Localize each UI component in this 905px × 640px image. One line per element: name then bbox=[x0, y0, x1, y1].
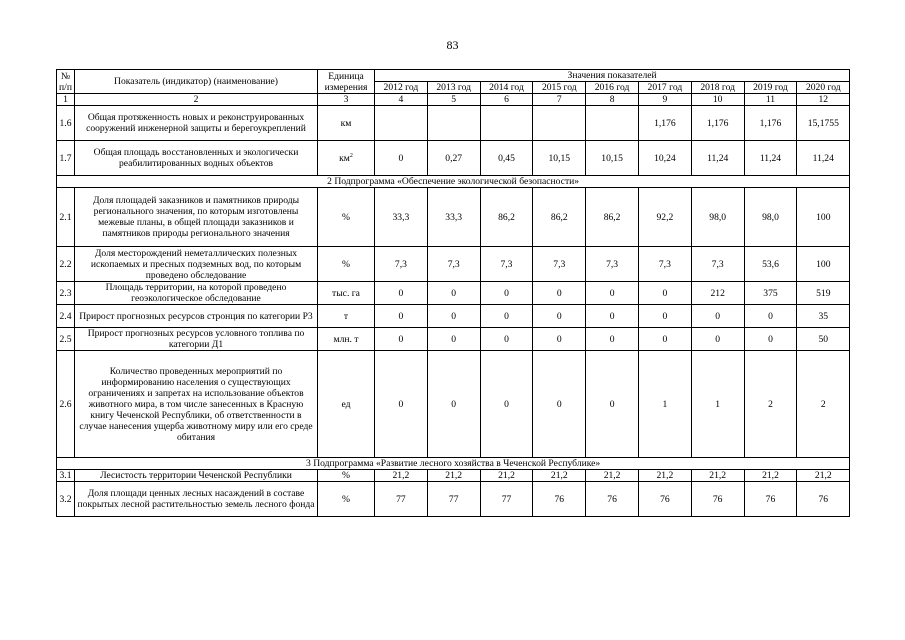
table-row bbox=[57, 247, 850, 282]
value-cell: 519 bbox=[797, 282, 850, 305]
value-cell: 0 bbox=[375, 305, 428, 328]
row-number: 3.1 bbox=[57, 470, 75, 482]
header-year: 2017 год bbox=[638, 82, 691, 94]
value-cell: 10,15 bbox=[533, 141, 586, 176]
value-cell: 98,0 bbox=[691, 188, 744, 247]
value-cell: 21,2 bbox=[638, 470, 691, 482]
value-cell: 21,2 bbox=[744, 470, 797, 482]
value-cell: 77 bbox=[427, 482, 480, 517]
header-year: 2015 год bbox=[533, 82, 586, 94]
header-year: 2020 год bbox=[797, 82, 850, 94]
value-cell: 0 bbox=[744, 305, 797, 328]
value-cell: 0 bbox=[480, 328, 533, 351]
value-cell bbox=[375, 106, 428, 141]
value-cell: 92,2 bbox=[638, 188, 691, 247]
value-cell: 7,3 bbox=[480, 247, 533, 282]
column-number: 1 bbox=[57, 94, 75, 106]
value-cell: 1 bbox=[638, 351, 691, 458]
unit-cell bbox=[318, 188, 375, 247]
value-cell: 0 bbox=[427, 351, 480, 458]
row-number: 2.4 bbox=[57, 305, 75, 328]
unit-cell bbox=[318, 106, 375, 141]
value-cell: 35 bbox=[797, 305, 850, 328]
column-number: 4 bbox=[375, 94, 428, 106]
unit-label: млн. т bbox=[333, 333, 359, 345]
value-cell: 0 bbox=[427, 305, 480, 328]
indicator-name: Лесистость территории Чеченской Республики bbox=[75, 470, 318, 482]
unit-cell bbox=[318, 351, 375, 458]
value-cell: 0 bbox=[586, 351, 639, 458]
value-cell: 76 bbox=[797, 482, 850, 517]
value-cell: 98,0 bbox=[744, 188, 797, 247]
column-number: 10 bbox=[691, 94, 744, 106]
table-row bbox=[57, 188, 850, 247]
header-year: 2014 год bbox=[480, 82, 533, 94]
unit-cell bbox=[318, 305, 375, 328]
unit-label: % bbox=[342, 470, 350, 481]
value-cell: 0,45 bbox=[480, 141, 533, 176]
value-cell: 0 bbox=[533, 282, 586, 305]
table-row bbox=[57, 305, 850, 328]
column-number: 5 bbox=[427, 94, 480, 106]
value-cell: 1,176 bbox=[691, 106, 744, 141]
row-number: 2.6 bbox=[57, 351, 75, 458]
unit-cell bbox=[318, 482, 375, 517]
value-cell: 0 bbox=[480, 351, 533, 458]
value-cell: 76 bbox=[691, 482, 744, 517]
unit-label: км bbox=[339, 152, 350, 164]
unit-cell bbox=[318, 470, 375, 482]
unit-cell bbox=[318, 247, 375, 282]
value-cell: 0 bbox=[533, 351, 586, 458]
row-number: 1.7 bbox=[57, 141, 75, 176]
header-year: 2019 год bbox=[744, 82, 797, 94]
value-cell: 212 bbox=[691, 282, 744, 305]
value-cell: 10,15 bbox=[586, 141, 639, 176]
value-cell: 0 bbox=[375, 141, 428, 176]
value-cell: 375 bbox=[744, 282, 797, 305]
value-cell: 77 bbox=[375, 482, 428, 517]
value-cell: 86,2 bbox=[480, 188, 533, 247]
value-cell: 0 bbox=[638, 305, 691, 328]
section-title: 2 Подпрограмма «Обеспечение экологической безопасности» bbox=[57, 176, 850, 188]
value-cell: 0 bbox=[533, 328, 586, 351]
value-cell: 2 bbox=[744, 351, 797, 458]
row-number: 2.3 bbox=[57, 282, 75, 305]
row-number: 2.1 bbox=[57, 188, 75, 247]
unit-label: % bbox=[342, 493, 350, 505]
value-cell: 50 bbox=[797, 328, 850, 351]
indicator-name: Доля площадей заказников и памятников природы регионального значения, по которым изготовлены межевые планы, в общей площади заказников и памятников природы регионального значения bbox=[75, 188, 318, 247]
value-cell: 0 bbox=[586, 282, 639, 305]
unit-label: т bbox=[343, 310, 349, 322]
indicator-name: Общая площадь восстановленных и экологически реабилитированных водных объектов bbox=[75, 141, 318, 176]
value-cell: 2 bbox=[797, 351, 850, 458]
page-number: 83 bbox=[446, 38, 459, 52]
value-cell: 21,2 bbox=[797, 470, 850, 482]
header-year: 2016 год bbox=[586, 82, 639, 94]
value-cell: 76 bbox=[586, 482, 639, 517]
header-unit: Единица измерения bbox=[318, 70, 375, 94]
unit-label: % bbox=[342, 211, 350, 223]
row-number: 3.2 bbox=[57, 482, 75, 517]
value-cell: 0 bbox=[586, 305, 639, 328]
value-cell: 0 bbox=[638, 282, 691, 305]
value-cell: 0 bbox=[533, 305, 586, 328]
value-cell: 11,24 bbox=[744, 141, 797, 176]
column-number: 2 bbox=[75, 94, 318, 106]
value-cell: 0 bbox=[480, 305, 533, 328]
indicators-table bbox=[56, 69, 850, 517]
value-cell: 1 bbox=[691, 351, 744, 458]
value-cell: 76 bbox=[744, 482, 797, 517]
column-number: 7 bbox=[533, 94, 586, 106]
value-cell: 0 bbox=[375, 282, 428, 305]
unit-label: % bbox=[342, 258, 350, 270]
value-cell: 0 bbox=[691, 328, 744, 351]
unit-cell bbox=[318, 141, 375, 176]
header-year: 2018 год bbox=[691, 82, 744, 94]
value-cell: 7,3 bbox=[375, 247, 428, 282]
unit-label: км bbox=[340, 117, 352, 129]
value-cell: 0 bbox=[375, 351, 428, 458]
value-cell: 10,24 bbox=[638, 141, 691, 176]
table-row bbox=[57, 141, 850, 176]
header-num: № п/п bbox=[57, 70, 75, 94]
value-cell: 1,176 bbox=[744, 106, 797, 141]
unit-label: ед bbox=[341, 398, 351, 410]
indicator-name: Прирост прогнозных ресурсов условного топлива по категории Д1 bbox=[75, 328, 318, 351]
value-cell: 100 bbox=[797, 188, 850, 247]
header-indicator: Показатель (индикатор) (наименование) bbox=[75, 70, 318, 94]
section-row bbox=[57, 176, 850, 188]
value-cell: 33,3 bbox=[375, 188, 428, 247]
column-number: 11 bbox=[744, 94, 797, 106]
value-cell: 100 bbox=[797, 247, 850, 282]
value-cell bbox=[586, 106, 639, 141]
unit-cell bbox=[318, 282, 375, 305]
row-number: 1.6 bbox=[57, 106, 75, 141]
header-year: 2013 год bbox=[427, 82, 480, 94]
value-cell: 0 bbox=[638, 328, 691, 351]
value-cell: 0 bbox=[427, 282, 480, 305]
value-cell: 7,3 bbox=[427, 247, 480, 282]
column-number: 6 bbox=[480, 94, 533, 106]
value-cell: 21,2 bbox=[480, 470, 533, 482]
unit-superscript: 2 bbox=[349, 152, 353, 159]
value-cell: 0 bbox=[480, 282, 533, 305]
header-year: 2012 год bbox=[375, 82, 428, 94]
table-row bbox=[57, 482, 850, 517]
value-cell: 86,2 bbox=[586, 188, 639, 247]
value-cell bbox=[427, 106, 480, 141]
row-number: 2.2 bbox=[57, 247, 75, 282]
value-cell: 33,3 bbox=[427, 188, 480, 247]
section-row bbox=[57, 458, 850, 470]
column-number: 12 bbox=[797, 94, 850, 106]
value-cell: 7,3 bbox=[586, 247, 639, 282]
column-number: 3 bbox=[318, 94, 375, 106]
table-row bbox=[57, 328, 850, 351]
value-cell: 0,27 bbox=[427, 141, 480, 176]
value-cell: 7,3 bbox=[691, 247, 744, 282]
value-cell: 0 bbox=[427, 328, 480, 351]
header-values: Значения показателей bbox=[375, 70, 850, 82]
value-cell bbox=[533, 106, 586, 141]
indicator-name: Прирост прогнозных ресурсов стронция по категории Р3 bbox=[75, 305, 318, 328]
value-cell: 21,2 bbox=[691, 470, 744, 482]
table-row bbox=[57, 106, 850, 141]
value-cell: 21,2 bbox=[586, 470, 639, 482]
value-cell: 0 bbox=[586, 328, 639, 351]
value-cell: 11,24 bbox=[691, 141, 744, 176]
value-cell: 76 bbox=[533, 482, 586, 517]
value-cell bbox=[480, 106, 533, 141]
value-cell: 7,3 bbox=[533, 247, 586, 282]
row-number: 2.5 bbox=[57, 328, 75, 351]
value-cell: 7,3 bbox=[638, 247, 691, 282]
table-row bbox=[57, 351, 850, 458]
value-cell: 21,2 bbox=[427, 470, 480, 482]
value-cell: 0 bbox=[744, 328, 797, 351]
indicator-name: Доля площади ценных лесных насаждений в составе покрытых лесной растительностью земель лесного фонда bbox=[75, 482, 318, 517]
value-cell: 0 bbox=[691, 305, 744, 328]
column-number: 8 bbox=[586, 94, 639, 106]
value-cell: 86,2 bbox=[533, 188, 586, 247]
value-cell: 21,2 bbox=[375, 470, 428, 482]
value-cell: 77 bbox=[480, 482, 533, 517]
value-cell: 76 bbox=[638, 482, 691, 517]
unit-label: тыс. га bbox=[332, 287, 360, 299]
indicator-name: Площадь территории, на которой проведено геоэкологическое обследование bbox=[75, 282, 318, 305]
value-cell: 21,2 bbox=[533, 470, 586, 482]
table-row bbox=[57, 470, 850, 482]
unit-cell bbox=[318, 328, 375, 351]
value-cell: 0 bbox=[375, 328, 428, 351]
table-row bbox=[57, 282, 850, 305]
value-cell: 53,6 bbox=[744, 247, 797, 282]
indicator-name: Количество проведенных мероприятий по информированию населения о существующих ограничениях и запретах на использование объектов животного мира, в том числе занесенных в Красную книгу Чеченской Республики, об ответственности в случае нанесения ущерба животному миру или его среде обитания bbox=[75, 351, 318, 458]
value-cell: 11,24 bbox=[797, 141, 850, 176]
value-cell: 15,1755 bbox=[797, 106, 850, 141]
indicator-name: Общая протяженность новых и реконструированных сооружений инженерной защиты и берегоукреплений bbox=[75, 106, 318, 141]
section-title: 3 Подпрограмма «Развитие лесного хозяйства в Чеченской Республике» bbox=[57, 458, 850, 470]
indicator-name: Доля месторождений неметаллических полезных ископаемых и пресных подземных вод, по которым проведено обследование bbox=[75, 247, 318, 282]
column-number: 9 bbox=[638, 94, 691, 106]
value-cell: 1,176 bbox=[638, 106, 691, 141]
